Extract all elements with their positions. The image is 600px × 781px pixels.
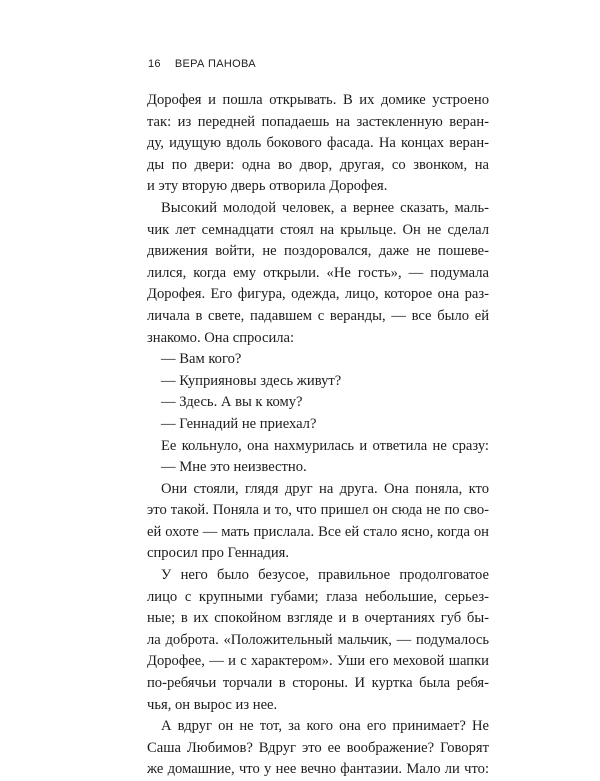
text-line: ды по двери: одна во двор, другая, со звонком, на (147, 156, 489, 173)
text-line: Ее кольнуло, она нахмурилась и ответила не сразу: (161, 437, 489, 454)
text-line: же домашние, что у нее вечно фантазии. Мало ли что: (147, 761, 489, 778)
text-line: по-ребячьи торчали в стороны. И куртка была ребя- (147, 675, 489, 692)
text-line: ду, идущую вдоль бокового фасада. На концах веран- (147, 135, 489, 152)
text-line: спросил про Геннадия. (147, 545, 290, 562)
text-line: — Вам кого? (161, 351, 242, 368)
text-line: и эту вторую дверь отворила Дорофея. (147, 178, 388, 195)
text-line: лился, когда ему открыли. «Не гость», — подумала (147, 264, 489, 281)
text-line: ла доброта. «Положительный мальчик, — подумалось (147, 631, 489, 648)
text-line: чик лет семнадцати стоял на крыльце. Он не сделал (147, 221, 489, 238)
text-line: так: из передней попадаешь на застекленную веран- (147, 113, 489, 130)
text-line: ные; в их спокойном взгляде и в очертаниях губ бы- (147, 610, 489, 627)
text-line: — Здесь. А вы к кому? (161, 394, 303, 411)
text-line: движения войти, не поздоровался, даже не пошеве- (147, 243, 489, 260)
text-line: — Геннадий не приехал? (161, 415, 317, 432)
text-line: Дорофее, — и с характером». Уши его меховой шапки (147, 653, 489, 670)
text-line: — Куприяновы здесь живут? (161, 372, 342, 389)
text-line: У него было безусое, правильное продолговатое (161, 567, 489, 584)
text-line: личала в свете, падавшем с веранды, — все было ей (147, 307, 489, 324)
text-line: — Мне это неизвестно. (161, 459, 307, 476)
body-text (147, 90, 489, 781)
text-line: Высокий молодой человек, а вернее сказать, маль- (161, 199, 489, 216)
text-line: чья, он вырос из нее. (147, 696, 278, 713)
author-name: ВЕРА ПАНОВА (174, 58, 256, 70)
text-line: это такой. Поняла и то, что пришел он сюда не по сво- (147, 502, 489, 519)
text-line: А вдруг он не тот, за кого она его принимает? Не (161, 718, 489, 735)
page-number: 16 (148, 58, 161, 70)
text-line: Дорофея. Его фигура, одежда, лицо, которое она раз- (147, 286, 489, 303)
text-line: Саша Любимов? Вдруг это ее воображение? Говорят (147, 739, 489, 756)
text-line: Они стояли, глядя друг на друга. Она поняла, кто (161, 480, 489, 497)
text-line: лицо с крупными губами; глаза небольшие, серьез- (147, 588, 489, 605)
text-line: ей охоте — мать прислала. Все ей стало ясно, когда он (147, 523, 489, 540)
running-header (148, 58, 256, 70)
text-line: Дорофея и пошла открывать. В их домике устроено (147, 92, 489, 108)
text-line: знакомо. Она спросила: (147, 329, 295, 346)
